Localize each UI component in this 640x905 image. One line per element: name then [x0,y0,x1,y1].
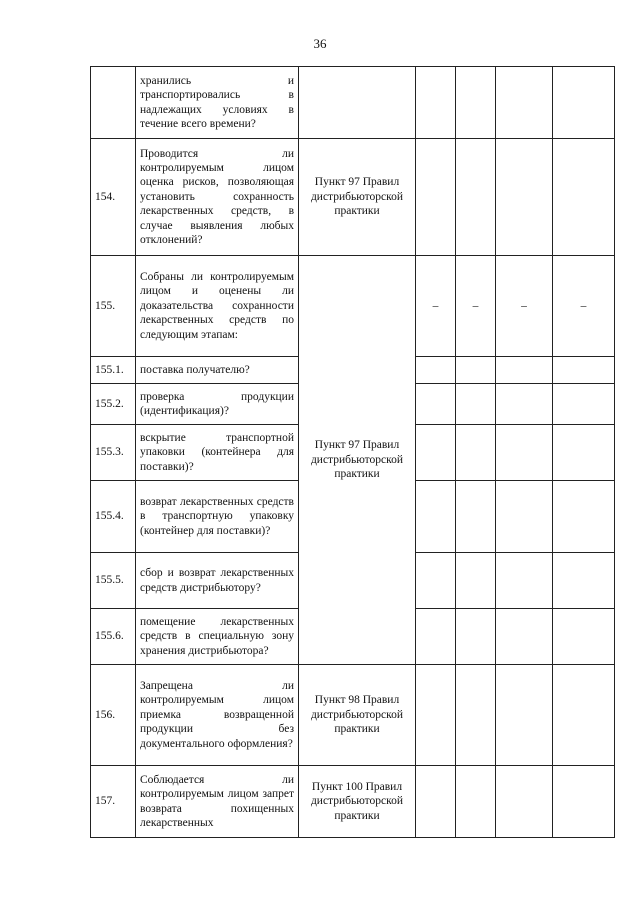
answer-cell-yes [416,481,456,553]
row-number: 155.4. [91,481,136,553]
question-text: возврат лекарственных средств в транспортную упаковку (контейнер для поставки)? [136,481,299,553]
answer-cell-na [496,67,553,139]
row-number: 157. [91,766,136,838]
row-number: 155.5. [91,553,136,609]
question-text: вскрытие транспортной упаковки (контейнера для поставки)? [136,425,299,481]
answer-cell-no [456,357,496,384]
answer-cell-note [553,357,615,384]
answer-cell-yes [416,609,456,665]
answer-cell-note [553,67,615,139]
answer-cell-na [496,665,553,766]
reference-text [299,67,416,139]
question-text: Собраны ли контролируемым лицом и оценены ли доказательства сохранности лекарственных средств по следующим этапам: [136,256,299,357]
row-number [91,67,136,139]
answer-cell-note [553,609,615,665]
answer-cell-yes [416,67,456,139]
answer-cell-yes [416,766,456,838]
answer-cell-yes [416,425,456,481]
table-row [91,766,615,838]
question-text: хранились и транспортировались в надлежащих условиях в течение всего времени? [136,67,299,139]
answer-cell-na [496,384,553,425]
answer-cell-yes [416,139,456,256]
answer-cell-no [456,553,496,609]
answer-cell-note [553,481,615,553]
answer-cell-yes [416,665,456,766]
answer-cell-note [553,766,615,838]
answer-cell-no [456,139,496,256]
question-text: сбор и возврат лекарственных средств дистрибьютору? [136,553,299,609]
reference-text: Пункт 97 Правил дистрибьюторской практики [299,256,416,665]
row-number: 155.3. [91,425,136,481]
answer-cell-no [456,609,496,665]
answer-cell-no [456,384,496,425]
question-text: Проводится ли контролируемым лицом оценка рисков, позволяющая установить сохранность лекарственных средств, в случае выявления любых отклонений? [136,139,299,256]
answer-cell-na: – [496,256,553,357]
answer-cell-no [456,665,496,766]
answer-cell-na [496,766,553,838]
answer-cell-note [553,665,615,766]
answer-cell-na [496,553,553,609]
question-text: Запрещена ли контролируемым лицом приемка возвращенной продукции без документального оформления? [136,665,299,766]
answer-cell-na [496,425,553,481]
answer-cell-note [553,384,615,425]
reference-text: Пункт 100 Правил дистрибьюторской практики [299,766,416,838]
question-text: проверка продукции (идентификация)? [136,384,299,425]
answer-cell-na [496,139,553,256]
table-row [91,256,615,357]
row-number: 154. [91,139,136,256]
table-row [91,67,615,139]
table-row [91,139,615,256]
answer-cell-no [456,425,496,481]
row-number: 155.6. [91,609,136,665]
page-number: 36 [313,36,327,51]
row-number: 156. [91,665,136,766]
reference-text: Пункт 97 Правил дистрибьюторской практики [299,139,416,256]
answer-cell-yes [416,553,456,609]
row-number: 155. [91,256,136,357]
answer-cell-yes [416,384,456,425]
question-text: Соблюдается ли контролируемым лицом запрет возврата похищенных лекарственных [136,766,299,838]
answer-cell-no [456,766,496,838]
answer-cell-note: – [553,256,615,357]
table-row [91,665,615,766]
answer-cell-no: – [456,256,496,357]
row-number: 155.2. [91,384,136,425]
reference-text: Пункт 98 Правил дистрибьюторской практики [299,665,416,766]
answer-cell-na [496,481,553,553]
answer-cell-no [456,67,496,139]
answer-cell-yes [416,357,456,384]
answer-cell-na [496,357,553,384]
answer-cell-yes: – [416,256,456,357]
row-number: 155.1. [91,357,136,384]
answer-cell-note [553,553,615,609]
answer-cell-no [456,481,496,553]
answer-cell-note [553,139,615,256]
answer-cell-note [553,425,615,481]
checklist-table [90,66,615,838]
answer-cell-na [496,609,553,665]
question-text: поставка получателю? [136,357,299,384]
question-text: помещение лекарственных средств в специальную зону хранения дистрибьютора? [136,609,299,665]
